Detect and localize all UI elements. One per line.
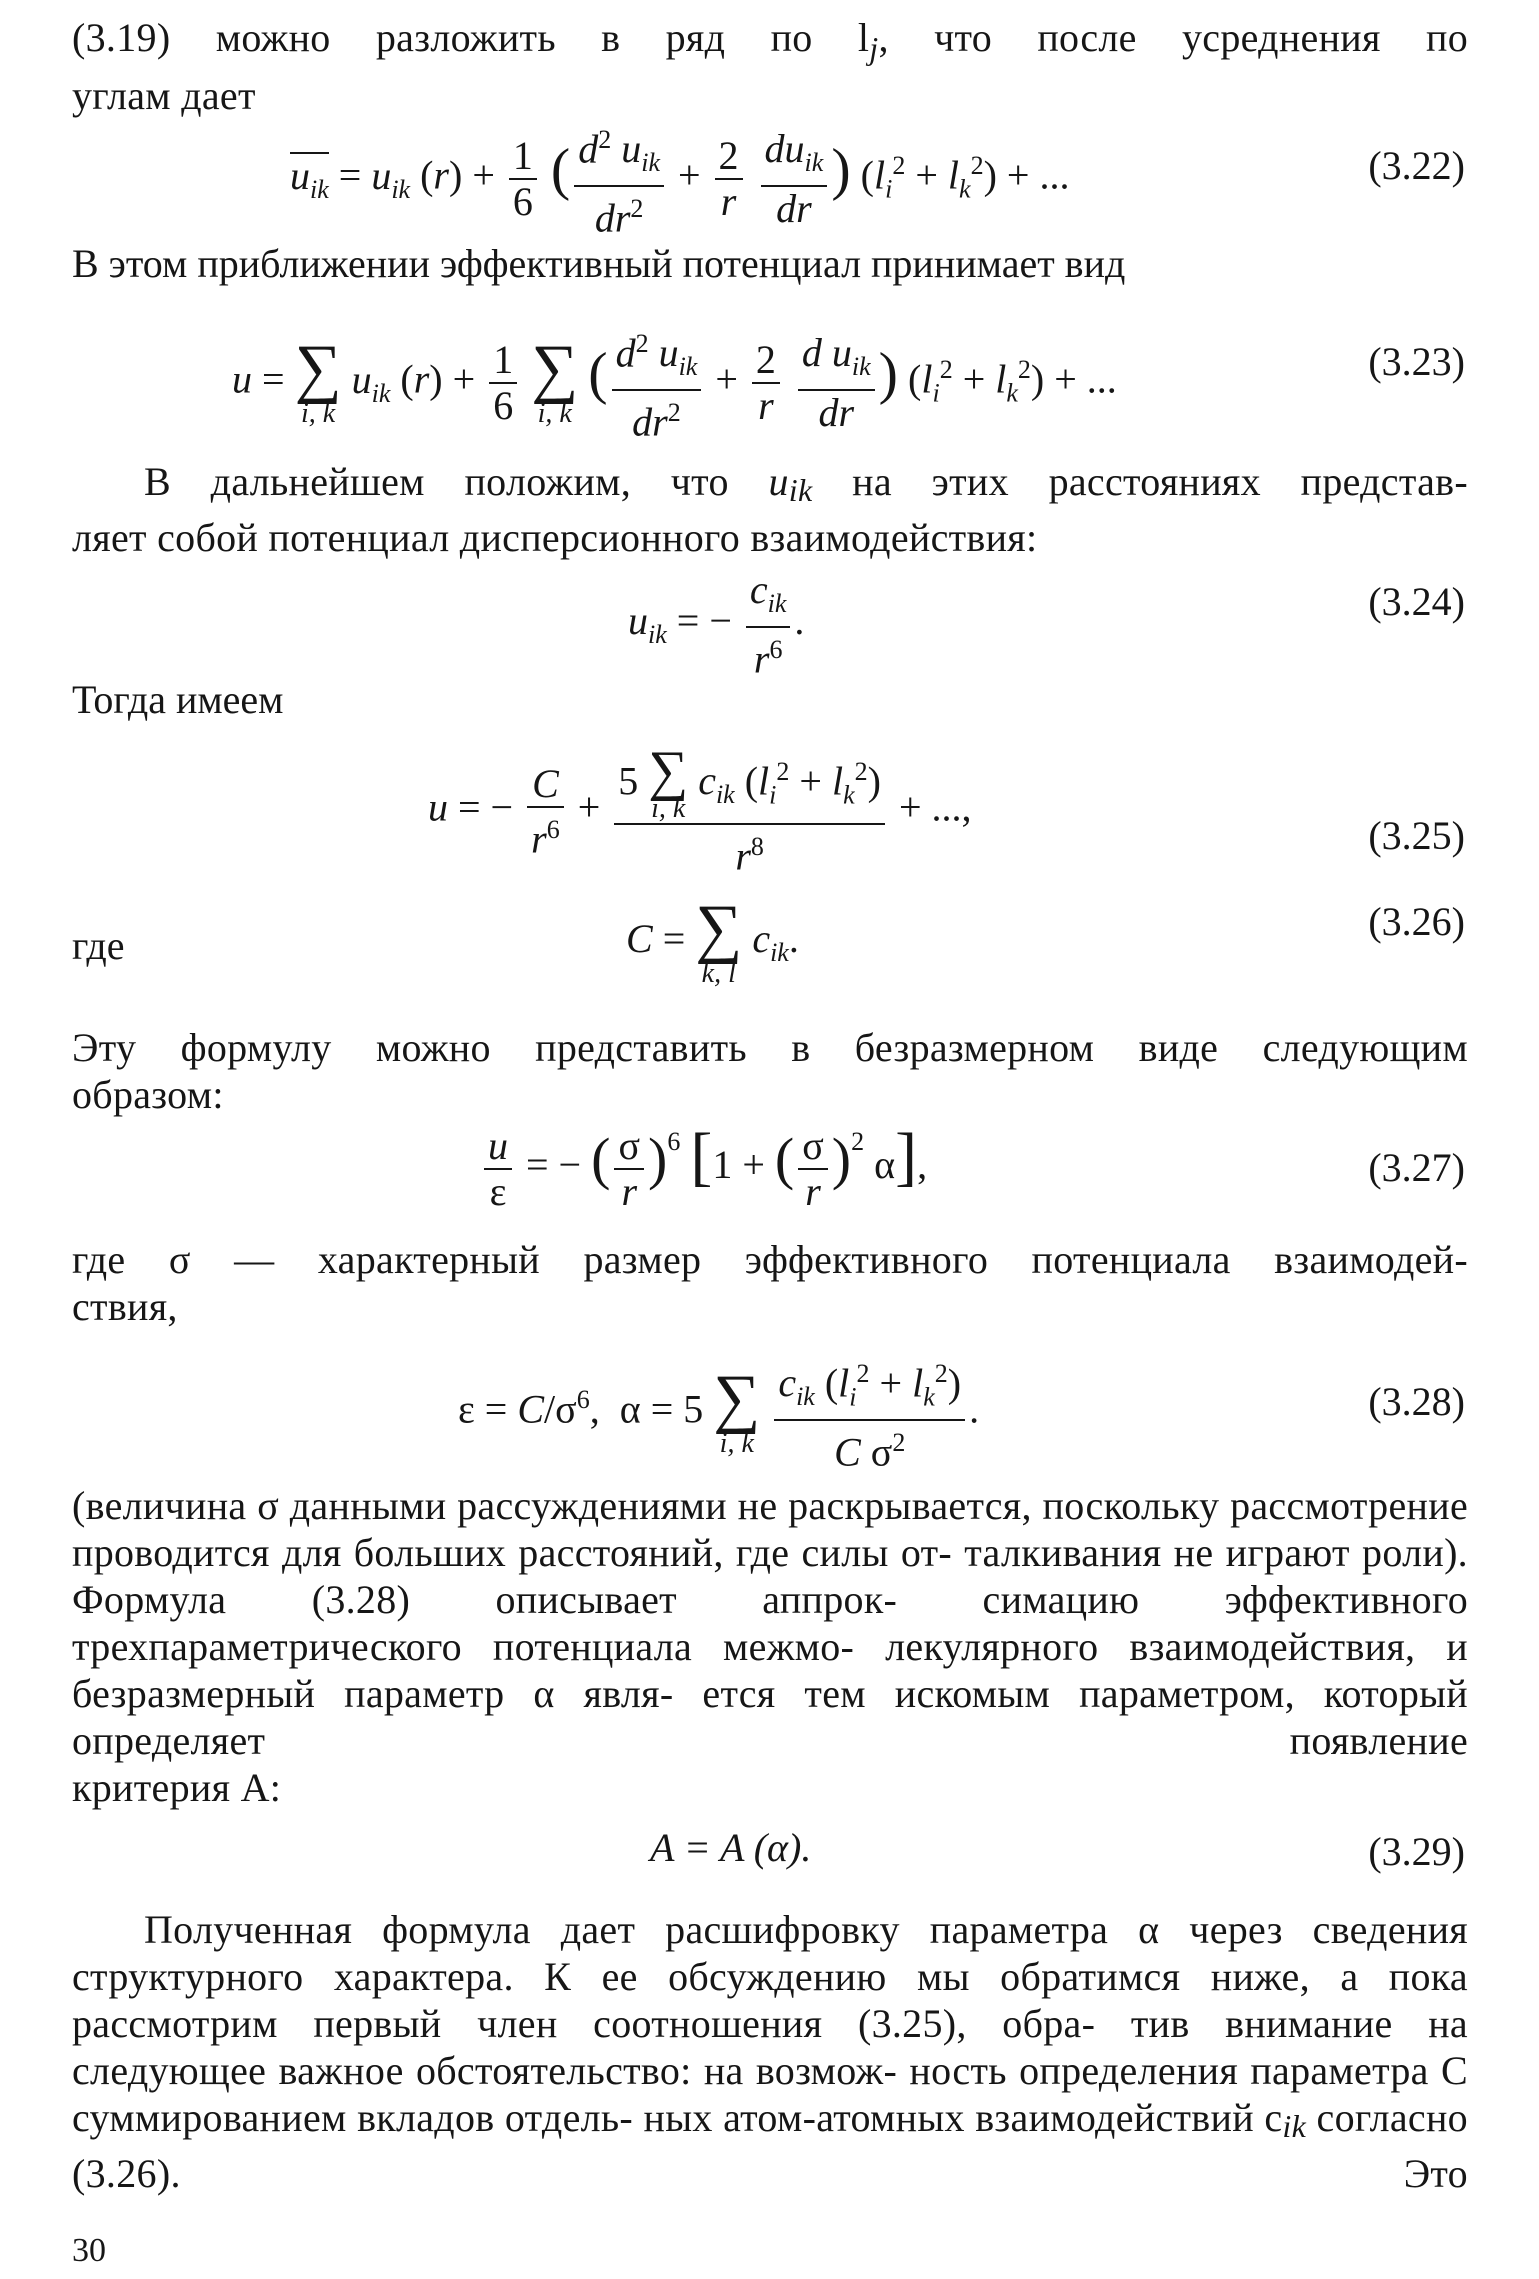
paragraph-dispersion: В дальнейшем положим, что uik на этих расстояниях представ- ляет собой потенциал дисперсионного взаимодействия: — [72, 459, 1468, 560]
equation-3-24: $u_{ik}$ = − $\frac{c_{ik}}{r^6}$ . — [628, 567, 805, 682]
equation-number: (3.23) — [1368, 339, 1465, 384]
paragraph-approximation: В этом приближении эффективный потенциал принимает вид — [72, 241, 1126, 286]
equation-number: (3.28) — [1368, 1379, 1465, 1424]
equation-3-28: $\varepsilon = C/\sigma^6$, α = 5 ∑ i, k $\frac{c_{ik} (l_i^2 + l_k^2)}{C \sigma^2}$ . — [458, 1352, 979, 1475]
equation-number: (3.29) — [1368, 1829, 1465, 1874]
equation-3-26: C = ∑ k, l $c_{ik}$. — [626, 892, 799, 989]
equation-number: (3.25) — [1368, 813, 1465, 858]
equation-3-23: u = ∑ i, k $u_{ik}$ (r) + $\frac{1}{6}$ ∑ i, k ( $\frac{d^2 u_{ik}}{dr^2}$ + $\frac{2}{r}$ $\frac{d u_{ik}}{dr}$ ) $(l_i^2 + l_k^2)$ + ... — [232, 322, 1117, 445]
equation-number: (3.27) — [1368, 1145, 1465, 1190]
equation-3-22: $u_{ik} = u_{ik}$ (r) + $\frac{1}{6}$ ( $\frac{d^2 u_{ik}}{dr^2}$ + $\frac{2}{r}$ $\frac{du_{ik}}{dr}$ ) $(l_i^2 + l_k^2)$ + ... — [290, 118, 1069, 241]
equation-number: (3.24) — [1368, 579, 1465, 624]
page-number: 30 — [72, 2232, 106, 2269]
equation-3-29: A = A (α). — [650, 1825, 812, 1870]
paragraph-dimensionless: Эту формулу можно представить в безразмерном виде следующим образом: — [72, 1025, 1468, 1117]
equation-number: (3.26) — [1368, 899, 1465, 944]
paragraph-then: Тогда имеем — [72, 677, 284, 722]
label-where: где — [72, 923, 125, 968]
equation-3-25: u = − $\frac{C}{r^6}$ + 5 ∑ i, k $c_{ik}$ $(l_i^2 + l_k^2)$ $r^8$ + ..., — [428, 740, 972, 879]
equation-3-27: $\frac{u}{\varepsilon}$ = − ( $\frac{\sigma}{r}$ )$^6$ [1 + ( $\frac{\sigma}{r}$ )$^2$ α], — [480, 1124, 927, 1214]
paragraph-result: Полученная формула дает расшифровку параметра α через сведения структурного характера. К ее обсуждению мы обратимся ниже, а пока рассмотрим первый член соотношения (3.25), обра- тив внимание на следующее важное обстоятельство: на возмож- ность определения параметра C суммированием вкладов отдель- ных атом-атомных взаимодействий cik согласно (3.26). Это — [72, 1907, 1468, 2196]
paragraph-alpha: (величина σ данными рассуждениями не раскрывается, поскольку рассмотрение проводится для больших расстояний, где силы от- талкивания не играют роли). Формула (3.28) описывает аппрок- симацию эффективного трехпараметрического потенциала межмо- лекулярного взаимодействия, и безразмерный параметр α явля- ется тем искомым параметром, который определяет появление критерия A: — [72, 1483, 1468, 1810]
equation-number: (3.22) — [1368, 143, 1465, 188]
paragraph-intro: (3.19) можно разложить в ряд по $l_j$, что после усреднения по углам дает — [72, 15, 1468, 118]
paragraph-sigma: где σ — характерный размер эффективного потенциала взаимодей- ствия, — [72, 1237, 1468, 1329]
